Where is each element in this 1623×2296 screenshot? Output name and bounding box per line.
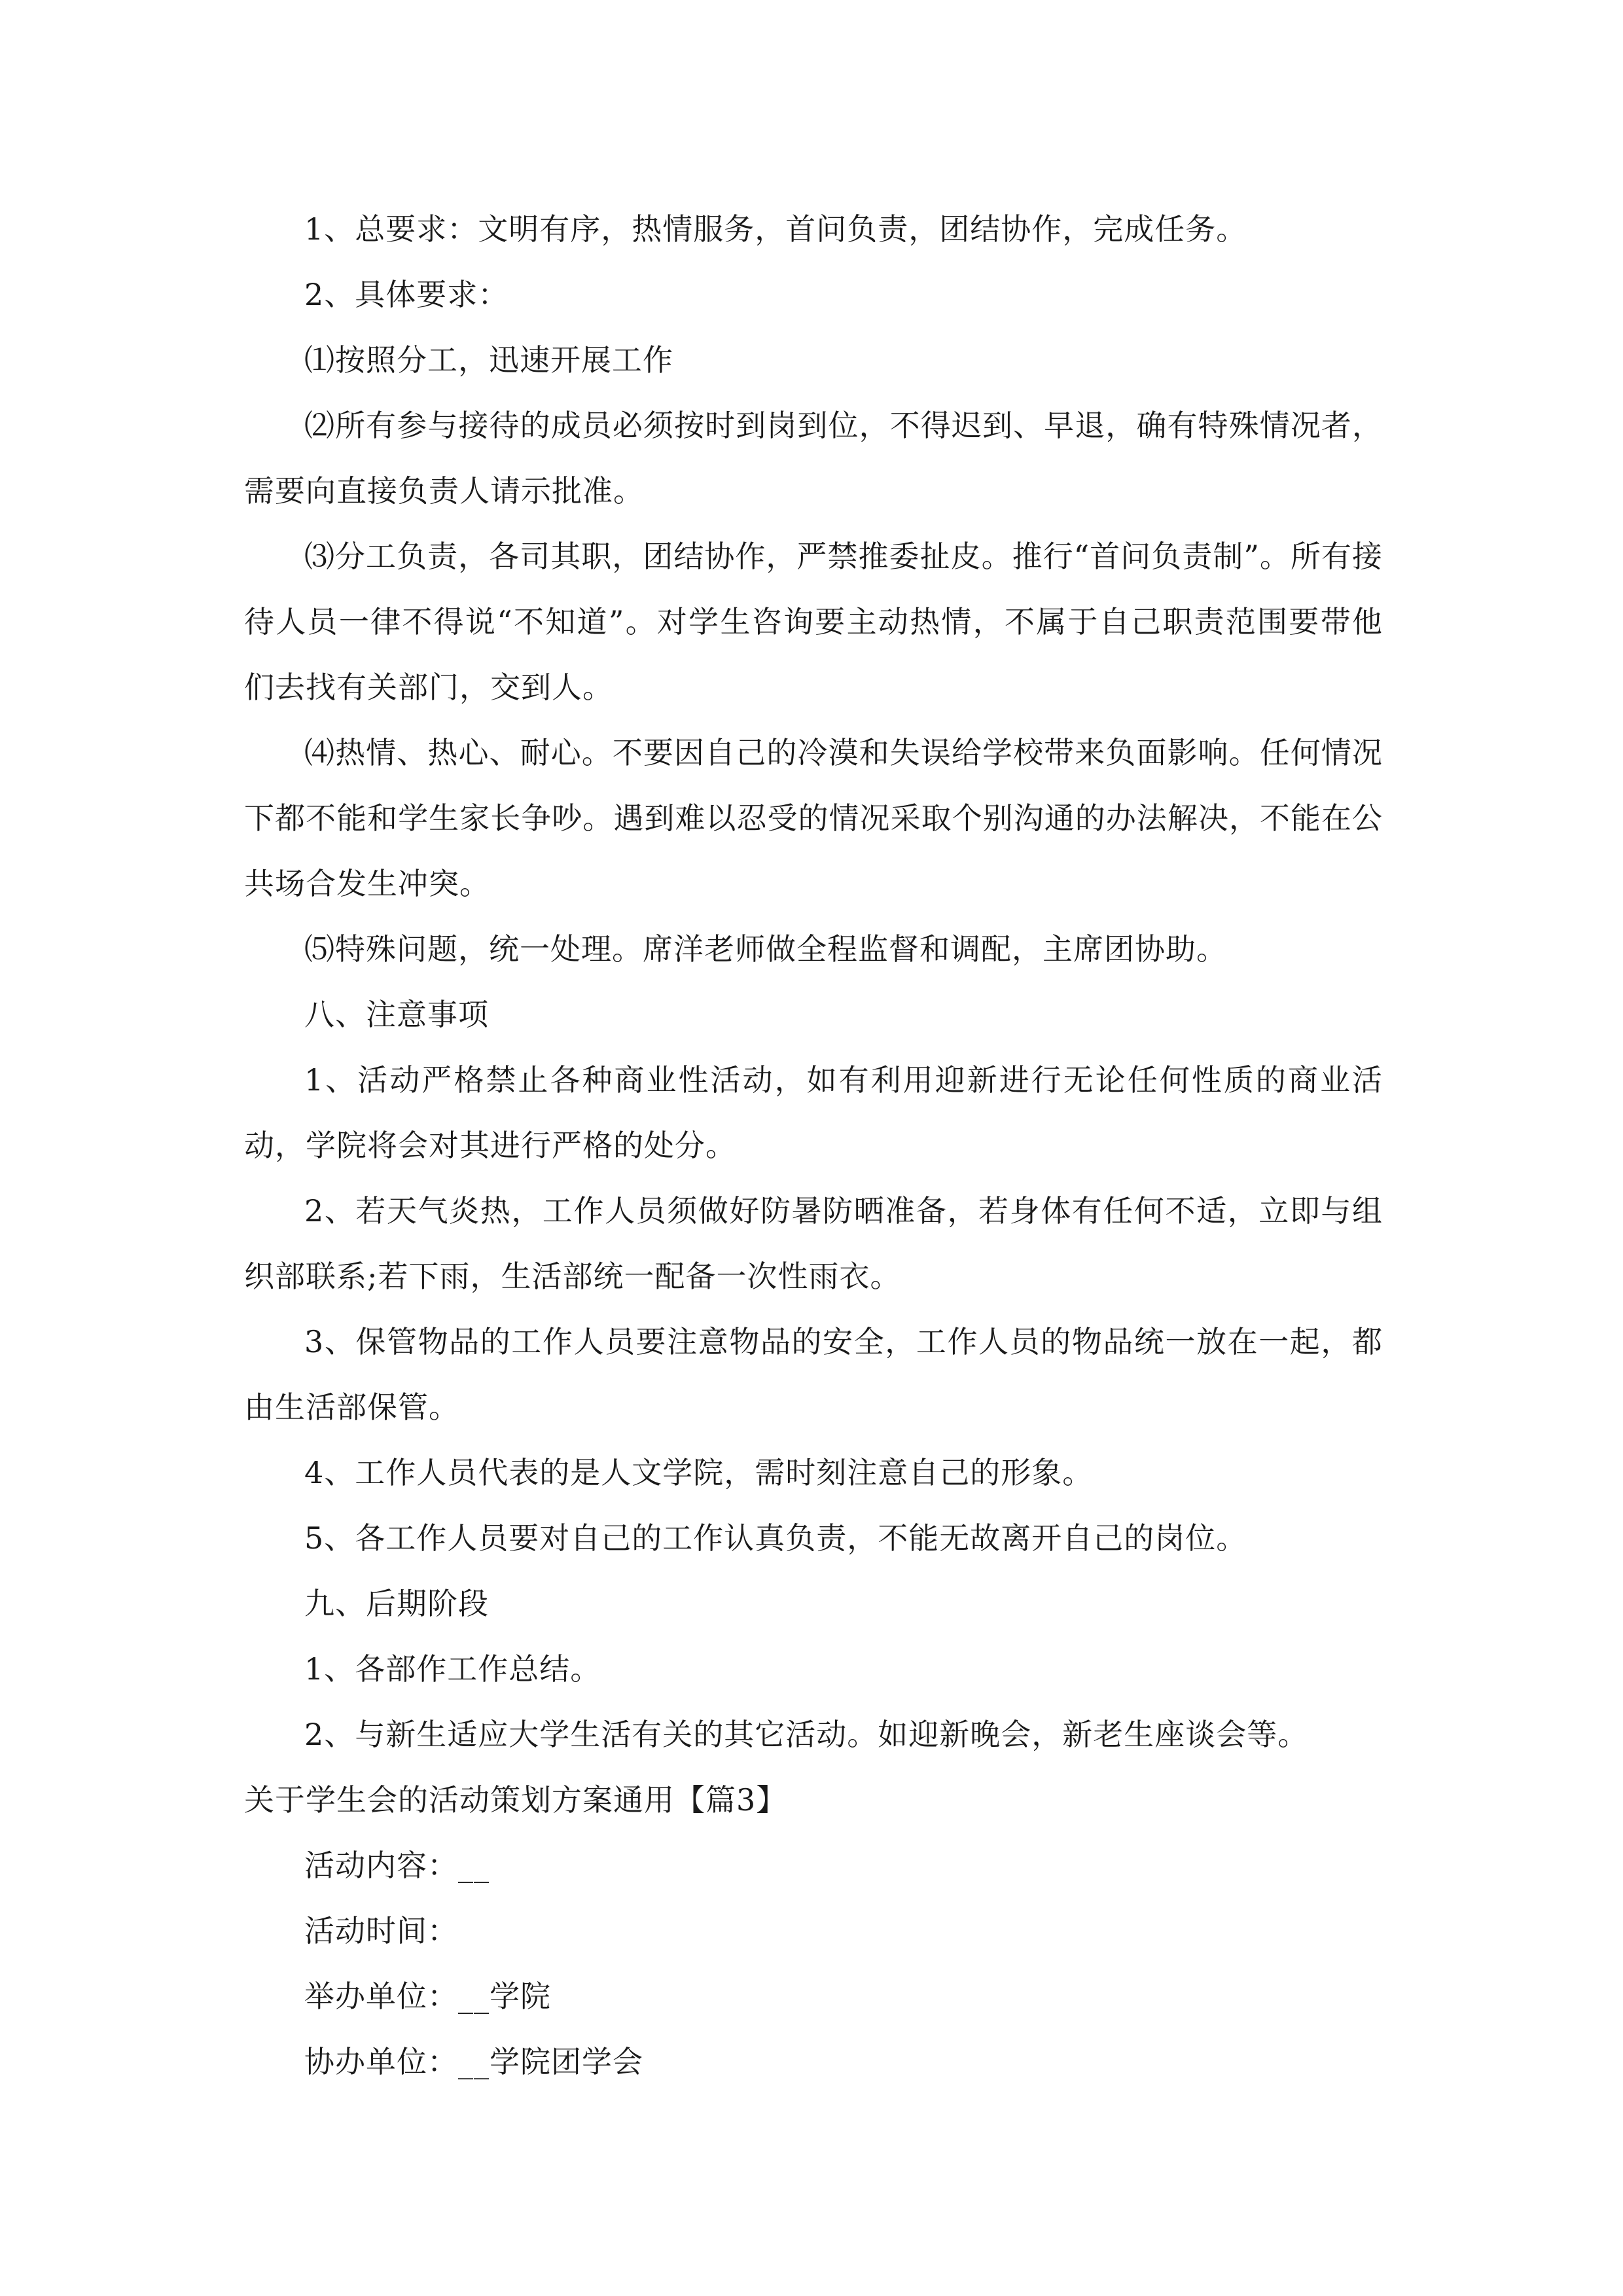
paragraph-requirement-1: ⑴按照分工，迅速开展工作	[304, 342, 673, 378]
paragraph-requirement-3: ⑶分工负责，各司其职，团结协作，严禁推委扯皮。推行“首问负责制”。所有接待人员一律不得说“不知道”。对学生咨询要主动热情，不属于自己职责范围要带他们去找有关部门，交到人。	[244, 539, 1383, 705]
paragraph-note-2: 2、若天气炎热，工作人员须做好防暑防晒准备，若身体有任何不适，立即与组织部联系;若下雨，生活部统一配备一次性雨衣。	[244, 1193, 1383, 1294]
paragraph-requirement-5: ⑸特殊问题，统一处理。席洋老师做全程监督和调配，主席团协助。	[304, 931, 1227, 967]
field-co-organizer: 协办单位：__学院团学会	[304, 2044, 643, 2079]
paragraph-general-requirement: 1、总要求：文明有序，热情服务，首问负责，团结协作，完成任务。	[304, 211, 1247, 247]
paragraph-note-5: 5、各工作人员要对自己的工作认真负责，不能无故离开自己的岗位。	[304, 1520, 1247, 1556]
field-activity-time: 活动时间：	[304, 1913, 458, 1948]
section-heading-later-stage: 九、后期阶段	[304, 1586, 489, 1621]
article-title-part-3: 关于学生会的活动策划方案通用【篇3】	[244, 1782, 787, 1818]
field-organizer: 举办单位：__学院	[304, 1979, 551, 2014]
paragraph-later-2: 2、与新生适应大学生活有关的其它活动。如迎新晚会，新老生座谈会等。	[304, 1717, 1309, 1752]
field-activity-content: 活动内容：__	[304, 1848, 490, 1883]
paragraph-requirement-2: ⑵所有参与接待的成员必须按时到岗到位，不得迟到、早退，确有特殊情况者，需要向直接负责人请示批准。	[244, 408, 1383, 509]
paragraph-specific-requirements-heading: 2、具体要求：	[304, 277, 509, 312]
paragraph-note-4: 4、工作人员代表的是人文学院，需时刻注意自己的形象。	[304, 1455, 1094, 1490]
document-body	[244, 196, 1383, 2094]
paragraph-note-3: 3、保管物品的工作人员要注意物品的安全，工作人员的物品统一放在一起，都由生活部保管。	[244, 1324, 1383, 1425]
section-heading-notes: 八、注意事项	[304, 997, 489, 1032]
paragraph-requirement-4: ⑷热情、热心、耐心。不要因自己的冷漠和失误给学校带来负面影响。任何情况下都不能和学生家长争吵。遇到难以忍受的情况采取个别沟通的办法解决，不能在公共场合发生冲突。	[244, 735, 1383, 901]
paragraph-note-1: 1、活动严格禁止各种商业性活动，如有利用迎新进行无论任何性质的商业活动，学院将会对其进行严格的处分。	[244, 1062, 1383, 1163]
paragraph-later-1: 1、各部作工作总结。	[304, 1651, 601, 1687]
